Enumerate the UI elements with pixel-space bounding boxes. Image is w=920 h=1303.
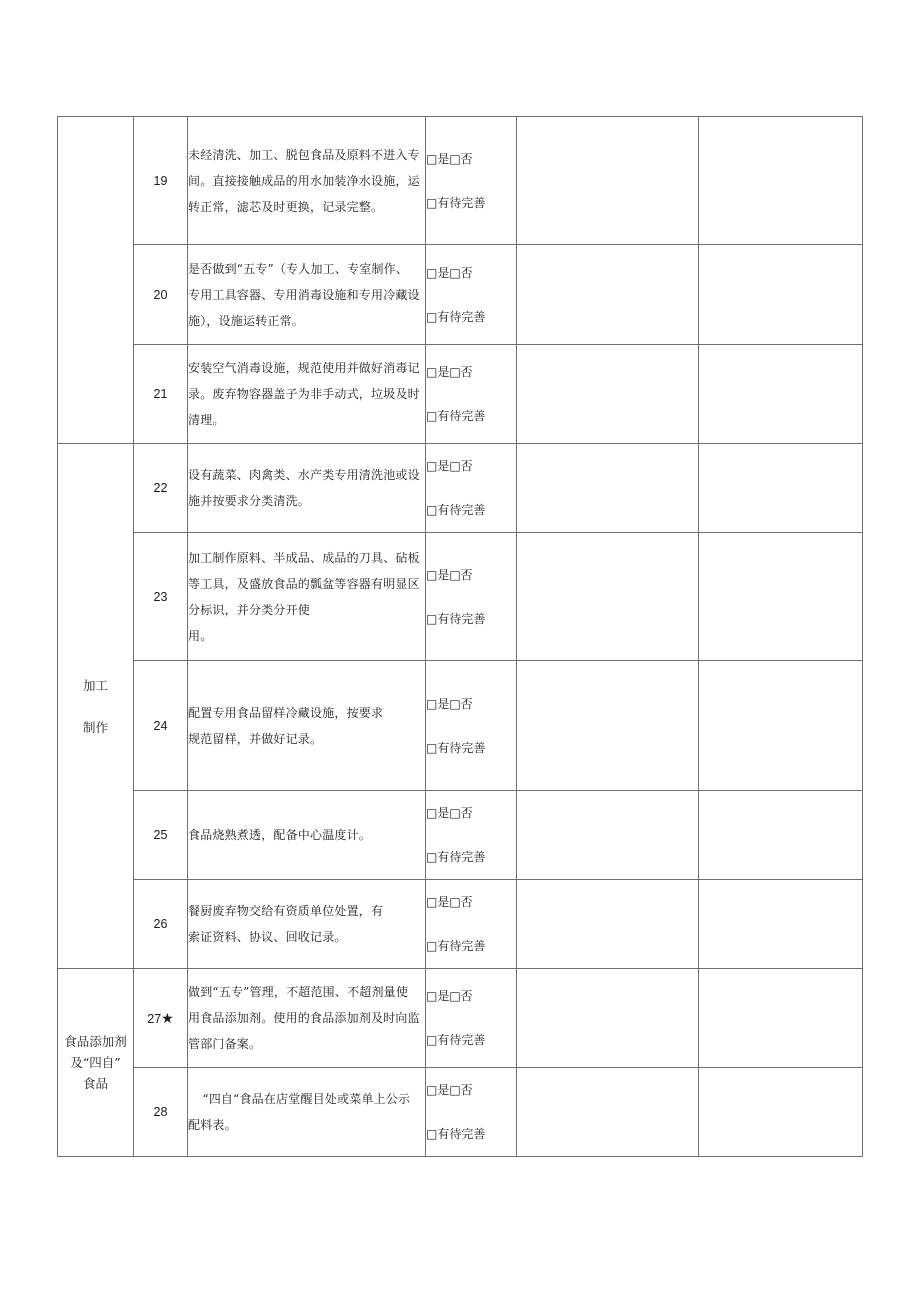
notes-cell[interactable] (517, 969, 699, 1068)
item-number: 21 (134, 345, 188, 444)
item-description: “四自“食品在店堂醒目处或菜单上公示 配料表。 (188, 1068, 426, 1157)
notes-cell[interactable] (517, 1068, 699, 1157)
yes-no-checkbox[interactable]: □是□否 (426, 567, 473, 582)
star-icon: ★ (161, 1009, 174, 1026)
table-row (58, 245, 863, 345)
table-row (58, 533, 863, 661)
remarks-cell[interactable] (699, 117, 863, 245)
item-number: 24 (134, 661, 188, 791)
item-description: 未经清洗、加工、脱包食品及原料不进入专 间。直接接触成品的用水加装净水设施，运 转正常，滤芯及时更换，记录完整。 (188, 117, 426, 245)
answer-options[interactable] (426, 345, 517, 444)
item-number: 22 (134, 444, 188, 533)
answer-options[interactable] (426, 880, 517, 969)
item-description: 食品烧熟煮透，配备中心温度计。 (188, 791, 426, 880)
table-row (58, 444, 863, 533)
answer-options[interactable] (426, 117, 517, 245)
item-description: 做到“五专”管理，不超范围、不超剂量使 用食品添加剂。使用的食品添加剂及时向监 管部门备案。 (188, 969, 426, 1068)
pending-checkbox[interactable]: □有待完善 (426, 409, 486, 423)
pending-checkbox[interactable]: □有待完善 (426, 503, 486, 517)
remarks-cell[interactable] (699, 345, 863, 444)
pending-checkbox[interactable]: □有待完善 (426, 850, 486, 864)
item-number: 27★ (134, 969, 188, 1068)
table-row (58, 661, 863, 791)
answer-options[interactable] (426, 661, 517, 791)
item-number: 19 (134, 117, 188, 245)
table-row (58, 117, 863, 245)
notes-cell[interactable] (517, 661, 699, 791)
yes-no-checkbox[interactable]: □是□否 (426, 696, 473, 711)
item-description: 餐厨废弃物交给有资质单位处置，有 索证资料、协议、回收记录。 (188, 880, 426, 969)
yes-no-checkbox[interactable]: □是□否 (426, 895, 473, 909)
answer-options[interactable] (426, 1068, 517, 1157)
remarks-cell[interactable] (699, 791, 863, 880)
inspection-table (57, 116, 863, 1157)
item-number: 23 (134, 533, 188, 661)
yes-no-checkbox[interactable]: □是□否 (426, 365, 473, 379)
yes-no-checkbox[interactable]: □是□否 (426, 265, 473, 280)
category-additives: 食品添加剂 及“四自” 食品 (58, 969, 134, 1157)
yes-no-checkbox[interactable]: □是□否 (426, 806, 473, 820)
table-row (58, 880, 863, 969)
pending-checkbox[interactable]: □有待完善 (426, 611, 486, 626)
pending-checkbox[interactable]: □有待完善 (426, 309, 486, 324)
notes-cell[interactable] (517, 117, 699, 245)
answer-options[interactable] (426, 969, 517, 1068)
item-number: 28 (134, 1068, 188, 1157)
answer-options[interactable] (426, 533, 517, 661)
answer-options[interactable] (426, 791, 517, 880)
pending-checkbox[interactable]: □有待完善 (426, 939, 486, 953)
item-description: 加工制作原料、半成品、成品的刀具、砧板 等工具，及盛放食品的瓢盆等容器有明显区 分标识，并分类分开使 用。 (188, 533, 426, 661)
remarks-cell[interactable] (699, 1068, 863, 1157)
notes-cell[interactable] (517, 345, 699, 444)
table-row (58, 969, 863, 1068)
remarks-cell[interactable] (699, 880, 863, 969)
item-number: 26 (134, 880, 188, 969)
table-row (58, 791, 863, 880)
notes-cell[interactable] (517, 533, 699, 661)
notes-cell[interactable] (517, 245, 699, 345)
category-processing: 加工 制作 (58, 444, 134, 969)
item-number: 25 (134, 791, 188, 880)
item-description: 安装空气消毒设施，规范使用并做好消毒记 录。废弃物容器盖子为非手动式，垃圾及时 清理。 (188, 345, 426, 444)
yes-no-checkbox[interactable]: □是□否 (426, 1083, 473, 1097)
remarks-cell[interactable] (699, 661, 863, 791)
pending-checkbox[interactable]: □有待完善 (426, 740, 486, 755)
pending-checkbox[interactable]: □有待完善 (426, 1127, 486, 1141)
yes-no-checkbox[interactable]: □是□否 (426, 989, 473, 1003)
item-number: 20 (134, 245, 188, 345)
notes-cell[interactable] (517, 791, 699, 880)
remarks-cell[interactable] (699, 533, 863, 661)
pending-checkbox[interactable]: □有待完善 (426, 1033, 486, 1047)
yes-no-checkbox[interactable]: □是□否 (426, 459, 473, 473)
yes-no-checkbox[interactable]: □是□否 (426, 151, 473, 166)
table-row (58, 1068, 863, 1157)
remarks-cell[interactable] (699, 444, 863, 533)
table-row (58, 345, 863, 444)
notes-cell[interactable] (517, 444, 699, 533)
answer-options[interactable] (426, 245, 517, 345)
remarks-cell[interactable] (699, 969, 863, 1068)
remarks-cell[interactable] (699, 245, 863, 345)
pending-checkbox[interactable]: □有待完善 (426, 195, 486, 210)
item-description: 配置专用食品留样冷藏设施，按要求 规范留样，并做好记录。 (188, 661, 426, 791)
item-description: 设有蔬菜、肉禽类、水产类专用清洗池或设 施并按要求分类清洗。 (188, 444, 426, 533)
item-description: 是否做到“五专”（专人加工、专室制作、 专用工具容器、专用消毒设施和专用冷藏设 施），设施运转正常。 (188, 245, 426, 345)
answer-options[interactable] (426, 444, 517, 533)
notes-cell[interactable] (517, 880, 699, 969)
category-cell-empty (58, 117, 134, 444)
